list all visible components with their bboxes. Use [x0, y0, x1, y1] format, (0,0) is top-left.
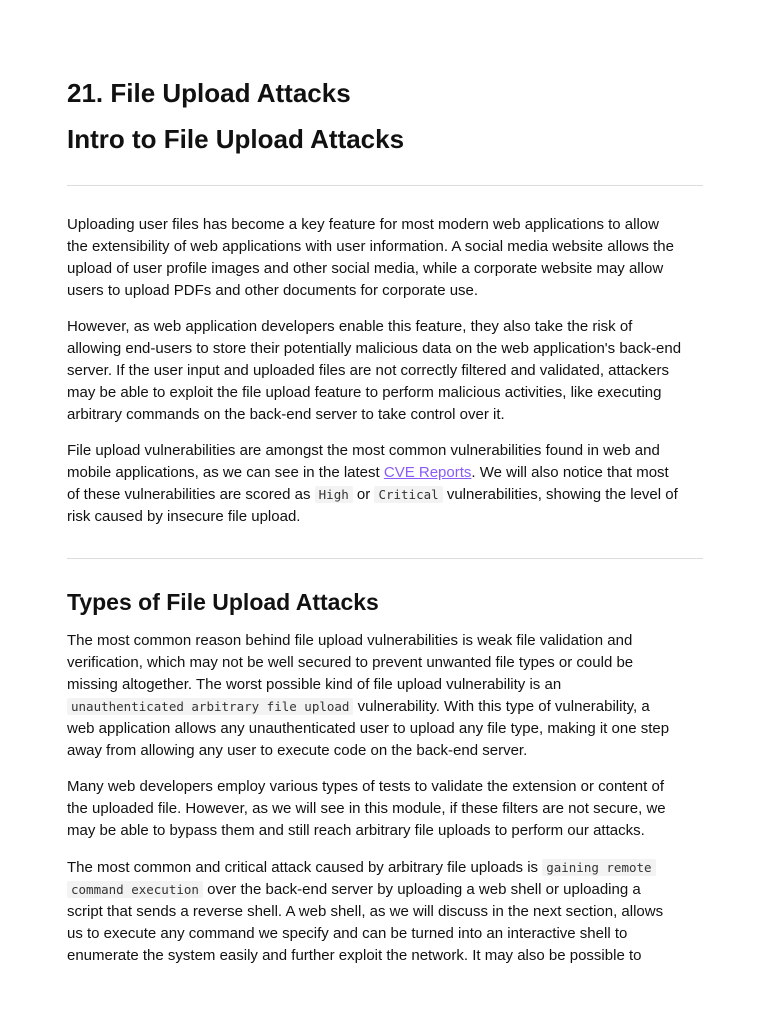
section-title: Intro to File Upload Attacks: [67, 124, 405, 154]
types-heading: Types of File Upload Attacks: [67, 589, 379, 615]
text-line: However, as web application developers enable this feature, they also take the risk of: [67, 318, 633, 335]
text-line: risk caused by insecure file upload.: [67, 508, 301, 525]
divider: [67, 185, 703, 186]
types-paragraph-1: [67, 630, 707, 762]
text-line: may be able to exploit the file upload feature to perform malicious activities, like executing: [67, 384, 662, 401]
text-line: allowing end-users to store their potentially malicious data on the web application's back-end: [67, 340, 682, 357]
text-line: away from allowing any user to execute code on the back-end server.: [67, 742, 528, 759]
text-line: [67, 484, 707, 506]
text-line: upload of user profile images and other social media, while a corporate website may allow: [67, 260, 664, 277]
text-segment: over the back-end server by uploading a web shell or uploading a: [202, 881, 641, 898]
text-segment: vulnerabilities, showing the level of: [442, 486, 678, 503]
text-line: verification, which may not be well secured to prevent unwanted file types or could be: [67, 654, 634, 671]
types-paragraph-3: [67, 857, 707, 967]
text-line: Many web developers employ various types of tests to validate the extension or content of: [67, 778, 664, 795]
text-line: server. If the user input and uploaded files are not correctly filtered and validated, attackers: [67, 362, 670, 379]
divider: [67, 558, 703, 559]
text-segment: of these vulnerabilities are scored as: [67, 486, 315, 503]
text-line: Uploading user files has become a key feature for most modern web applications to allow: [67, 216, 659, 233]
intro-paragraph-2: [67, 316, 707, 426]
intro-paragraph-1: [67, 214, 707, 302]
text-segment: or: [352, 486, 375, 503]
text-line: arbitrary commands on the back-end server to take control over it.: [67, 406, 505, 423]
cve-reports-link[interactable]: CVE Reports: [383, 464, 472, 481]
text-line: web application allows any unauthenticated user to upload any file type, making it one step: [67, 720, 670, 737]
text-segment: . We will also notice that most: [471, 464, 669, 481]
page-title: 21. File Upload Attacks: [67, 78, 351, 108]
text-line: File upload vulnerabilities are amongst the most common vulnerabilities found in web and: [67, 442, 660, 459]
text-line: [67, 696, 707, 718]
types-paragraph-2: [67, 776, 707, 842]
inline-code-remote-execution: command execution: [67, 881, 203, 898]
inline-code-critical: Critical: [374, 486, 442, 503]
text-line: the extensibility of web applications with user information. A social media website allows the: [67, 238, 674, 255]
text-line: The most common reason behind file upload vulnerabilities is weak file validation and: [67, 632, 633, 649]
text-line: [67, 857, 707, 879]
inline-code-remote-execution: gaining remote: [542, 859, 655, 876]
text-line: [67, 462, 707, 484]
text-line: may be able to bypass them and still reach arbitrary file uploads to perform our attacks.: [67, 822, 645, 839]
text-line: missing altogether. The worst possible kind of file upload vulnerability is an: [67, 676, 562, 693]
text-line: users to upload PDFs and other documents for corporate use.: [67, 282, 479, 299]
text-segment: vulnerability. With this type of vulnerability, a: [353, 698, 650, 715]
text-line: the uploaded file. However, as we will see in this module, if these filters are not secure, we: [67, 800, 666, 817]
text-segment: The most common and critical attack caused by arbitrary file uploads is: [67, 859, 543, 876]
inline-code-unauthenticated-upload: unauthenticated arbitrary file upload: [67, 698, 353, 715]
text-line: script that sends a reverse shell. A web shell, as we will discuss in the next section, allows: [67, 903, 664, 920]
intro-paragraph-3: [67, 440, 707, 528]
text-line: [67, 879, 707, 901]
text-line: us to execute any command we specify and can be turned into an interactive shell to: [67, 925, 628, 942]
text-line: enumerate the system easily and further exploit the network. It may also be possible to: [67, 947, 642, 964]
text-segment: mobile applications, as we can see in the latest: [67, 464, 384, 481]
inline-code-high: High: [315, 486, 353, 503]
